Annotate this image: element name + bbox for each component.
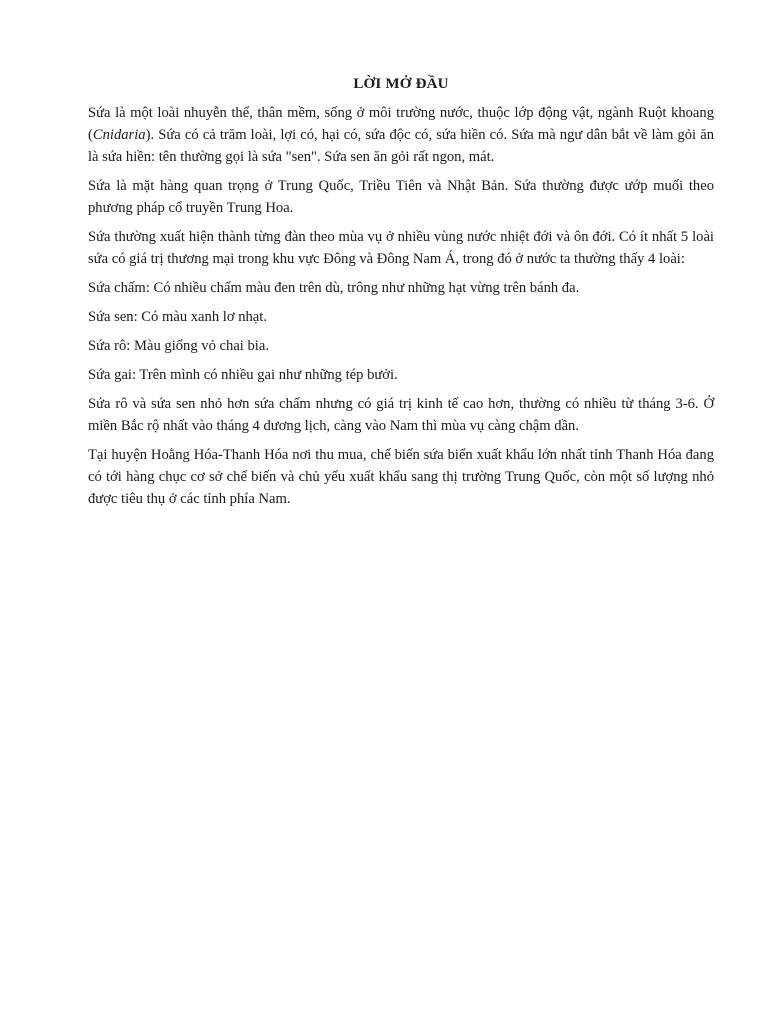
paragraph-trade: Sứa là mặt hàng quan trọng ở Trung Quốc, Triều Tiên và Nhật Bản. Sứa thường được ướp muối theo phương pháp cổ truyền Trung Hoa. xyxy=(88,178,714,216)
paragraph-intro-text-end: ). Sứa có cả trăm loài, lợi có, hại có, sứa độc có, sứa hiền có. Sứa mà ngư dân bắt về làm gỏi ăn là sứa hiền: tên thường gọi là sứa "sen". Sứa sen ăn gỏi rất ngon, mát. xyxy=(88,127,714,165)
paragraph-intro-text-start: Sứa là một loài nhuyễn thể, thân mềm, sống ở môi trường nước, thuộc lớp động vật, ngành Ruột khoang ( xyxy=(88,105,714,143)
paragraph-processing: Tại huyện Hoằng Hóa-Thanh Hóa nơi thu mua, chế biến sứa biển xuất khẩu lớn nhất tỉnh Thanh Hóa đang có tới hàng chục cơ sở chế biến và chủ yếu xuất khẩu sang thị trường Trung Quốc, còn một số lượng nhỏ được tiêu thụ ở các tỉnh phía Nam. xyxy=(88,447,714,507)
list-item-sua-gai: Sứa gai: Trên mình có nhiều gai như những tép bưởi. xyxy=(88,367,398,383)
document-title: LỜI MỞ ĐẦU xyxy=(353,76,449,92)
document-page xyxy=(88,74,714,517)
paragraph-intro xyxy=(88,102,714,168)
paragraph-value: Sứa rô và sứa sen nhỏ hơn sứa chấm nhưng có giá trị kinh tế cao hơn, thường có nhiều từ tháng 3-6. Ở miền Bắc rộ nhất vào tháng 4 dương lịch, càng vào Nam thì mùa vụ càng chậm dần. xyxy=(88,396,714,434)
scientific-name: Cnidaria xyxy=(92,127,146,143)
list-item-sua-sen: Sứa sen: Có màu xanh lơ nhạt. xyxy=(88,309,267,325)
list-item-sua-cham: Sứa chấm: Có nhiều chấm màu đen trên dù, trông như những hạt vừng trên bánh đa. xyxy=(88,280,580,296)
paragraph-season: Sứa thường xuất hiện thành từng đàn theo mùa vụ ở nhiều vùng nước nhiệt đới và ôn đới. Có ít nhất 5 loài sứa có giá trị thương mại trong khu vực Đông và Đông Nam Á, trong đó ở nước ta thường thấy 4 loài: xyxy=(88,229,714,267)
list-item-sua-ro: Sứa rô: Màu giống vỏ chai bia. xyxy=(88,338,269,354)
